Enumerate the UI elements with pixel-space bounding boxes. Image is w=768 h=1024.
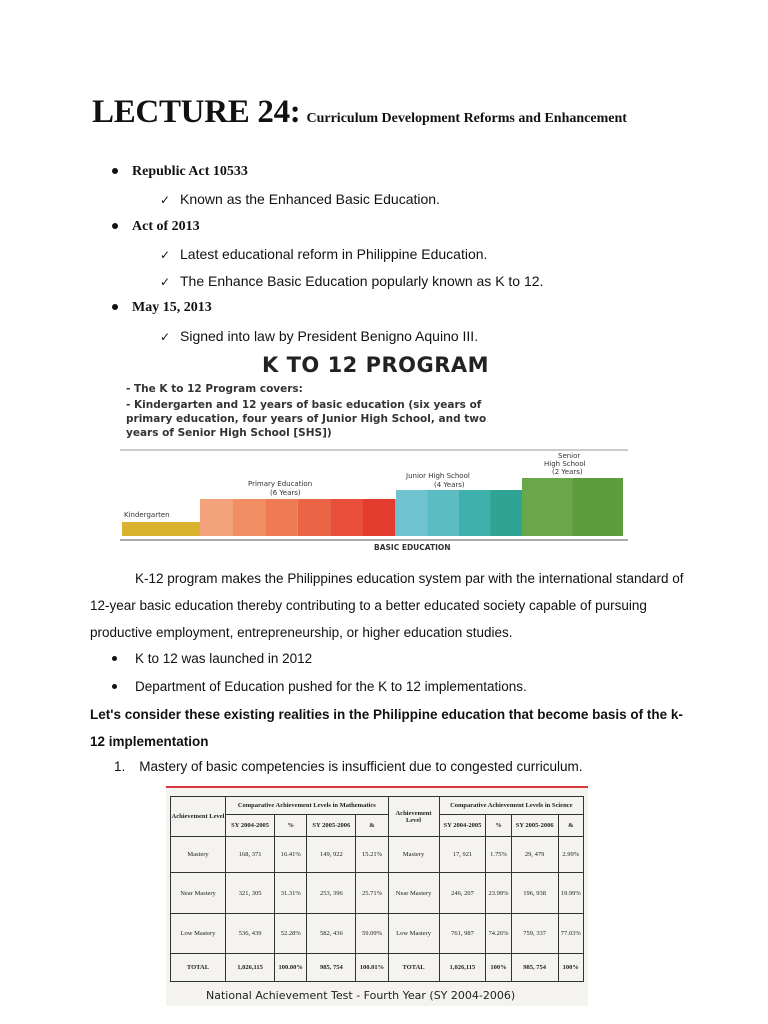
table-cell: 15.21% [356, 837, 388, 873]
sy-header: SY 2004-2005 [439, 815, 486, 837]
program-line: - Kindergarten and 12 years of basic education (six years of [126, 399, 482, 411]
sy-header: SY 2005-2006 [307, 815, 356, 837]
program-line: - The K to 12 Program covers: [126, 383, 303, 395]
table-cell: Low Mastery [171, 913, 226, 953]
table-row [171, 873, 584, 913]
table-row [171, 953, 584, 981]
table-cell: Near Mastery [388, 873, 439, 913]
primary-label: Primary Education [248, 480, 313, 488]
program-line: years of Senior High School [SHS]) [126, 427, 332, 439]
section-heading: Act of 2013 [112, 219, 200, 235]
primary-year-bar [200, 499, 233, 536]
level-header: Achievement Level [171, 797, 226, 837]
lecture-subtitle: Curriculum Development Reforms and Enhancement [306, 111, 627, 126]
senior-years-label: (2 Years) [552, 468, 583, 476]
senior-year-bar [522, 478, 573, 536]
table-cell: 321, 305 [226, 873, 275, 913]
k12-program-figure [120, 347, 628, 557]
red-rule [166, 786, 588, 788]
table-cell: 761, 987 [439, 913, 486, 953]
bullet-item: Department of Education pushed for the K to 12 implementations. [112, 679, 527, 694]
amp-header: & [356, 815, 388, 837]
table-cell: 52.28% [275, 913, 307, 953]
table-cell: 100% [486, 953, 511, 981]
table-cell: 168, 371 [226, 837, 275, 873]
checkmark-icon: ✓ [160, 330, 171, 344]
junior-label: Junior High School [406, 472, 470, 480]
table-cell: 100.00% [275, 953, 307, 981]
education-stages-diagram [120, 347, 628, 557]
check-item: ✓ The Enhance Basic Education popularly known as K to 12. [160, 273, 544, 289]
table-cell: Low Mastery [388, 913, 439, 953]
pct-header: % [275, 815, 307, 837]
bullet-dot-icon [112, 223, 118, 229]
table-cell: 536, 439 [226, 913, 275, 953]
junior-year-bar [491, 490, 523, 536]
science-header: Comparative Achievement Levels in Science [439, 797, 583, 815]
table-cell: 23.99% [486, 873, 511, 913]
primary-year-bar [233, 499, 266, 536]
section-heading: Republic Act 10533 [112, 164, 248, 180]
primary-year-bar [298, 499, 331, 536]
table-cell: 19.99% [558, 873, 583, 913]
check-item: ✓ Latest educational reform in Philippine Education. [160, 246, 488, 262]
table-cell: 31.31% [275, 873, 307, 913]
table-cell: 1,026,115 [226, 953, 275, 981]
lecture-title [92, 94, 627, 131]
junior-bars [396, 490, 522, 536]
table-cell: 1,026,115 [439, 953, 486, 981]
program-title: K TO 12 PROGRAM [262, 353, 490, 377]
kindergarten-label: Kindergarten [124, 511, 170, 519]
table-caption: National Achievement Test - Fourth Year (SY 2004-2006) [206, 989, 516, 1002]
senior-label: Senior [558, 452, 581, 460]
senior-label-2: High School [544, 460, 586, 468]
bullet-dot-icon [112, 684, 117, 689]
primary-bars [200, 499, 396, 536]
table-cell: 253, 396 [307, 873, 356, 913]
primary-years-label: (6 Years) [270, 489, 301, 497]
senior-bars [522, 478, 623, 536]
table-cell: Near Mastery [171, 873, 226, 913]
table-cell: Mastery [171, 837, 226, 873]
consider-heading: Let's consider these existing realities in the Philippine education that become basis of the k-12 implementation [90, 707, 683, 749]
table-cell: 59.09% [356, 913, 388, 953]
table-row [171, 913, 584, 953]
kindergarten-bar [122, 522, 200, 536]
lecture-number: LECTURE 24: [92, 94, 301, 130]
checkmark-icon: ✓ [160, 275, 171, 289]
table-cell: 77.03% [558, 913, 583, 953]
table-cell: 1.75% [486, 837, 511, 873]
table-cell: 74.26% [486, 913, 511, 953]
table-cell: 100% [558, 953, 583, 981]
junior-year-bar [459, 490, 491, 536]
k12-paragraph: K-12 program makes the Philippines education system par with the international standard of 12-year basic education thereby contributing to a better educated society capable of pursuing productive employment, entrepreneurship, or higher education studies. [90, 571, 684, 640]
achievement-table-figure [166, 786, 588, 1006]
section-heading: May 15, 2013 [112, 300, 212, 316]
bullet-item: K to 12 was launched in 2012 [112, 651, 312, 666]
primary-year-bar [363, 499, 396, 536]
achievement-table [170, 796, 584, 982]
sy-header: SY 2004-2005 [226, 815, 275, 837]
sy-header: SY 2005-2006 [511, 815, 558, 837]
senior-year-bar [573, 478, 624, 536]
program-line: primary education, four years of Junior High School, and two [126, 413, 487, 425]
amp-header: & [558, 815, 583, 837]
table-cell: 25.71% [356, 873, 388, 913]
table-cell: 17, 921 [439, 837, 486, 873]
basic-education-label: BASIC EDUCATION [374, 543, 451, 552]
bullet-dot-icon [112, 656, 117, 661]
table-cell: 196, 938 [511, 873, 558, 913]
achievement-table-body [171, 837, 584, 982]
pct-header: % [486, 815, 511, 837]
table-cell: 149, 922 [307, 837, 356, 873]
table-cell: TOTAL [171, 953, 226, 981]
junior-years-label: (4 Years) [434, 481, 465, 489]
primary-year-bar [265, 499, 298, 536]
junior-year-bar [428, 490, 460, 536]
table-cell: 985, 754 [307, 953, 356, 981]
bullet-dot-icon [112, 304, 118, 310]
check-item: ✓ Known as the Enhanced Basic Education. [160, 191, 440, 207]
table-cell: 582, 436 [307, 913, 356, 953]
level-header-2: Achievement Level [388, 797, 439, 837]
table-cell: 246, 207 [439, 873, 486, 913]
junior-year-bar [396, 490, 428, 536]
checkmark-icon: ✓ [160, 248, 171, 262]
table-cell: 2.99% [558, 837, 583, 873]
table-cell: Mastery [388, 837, 439, 873]
checkmark-icon: ✓ [160, 193, 171, 207]
table-cell: 985, 754 [511, 953, 558, 981]
numbered-item: 1. Mastery of basic competencies is insufficient due to congested curriculum. [114, 759, 583, 774]
bullet-dot-icon [112, 168, 118, 174]
table-cell: TOTAL [388, 953, 439, 981]
check-item: ✓ Signed into law by President Benigno Aquino III. [160, 328, 479, 344]
table-cell: 29, 479 [511, 837, 558, 873]
table-cell: 759, 337 [511, 913, 558, 953]
math-header: Comparative Achievement Levels in Mathematics [226, 797, 389, 815]
table-row [171, 837, 584, 873]
table-cell: 16.41% [275, 837, 307, 873]
table-cell: 100.01% [356, 953, 388, 981]
primary-year-bar [330, 499, 363, 536]
